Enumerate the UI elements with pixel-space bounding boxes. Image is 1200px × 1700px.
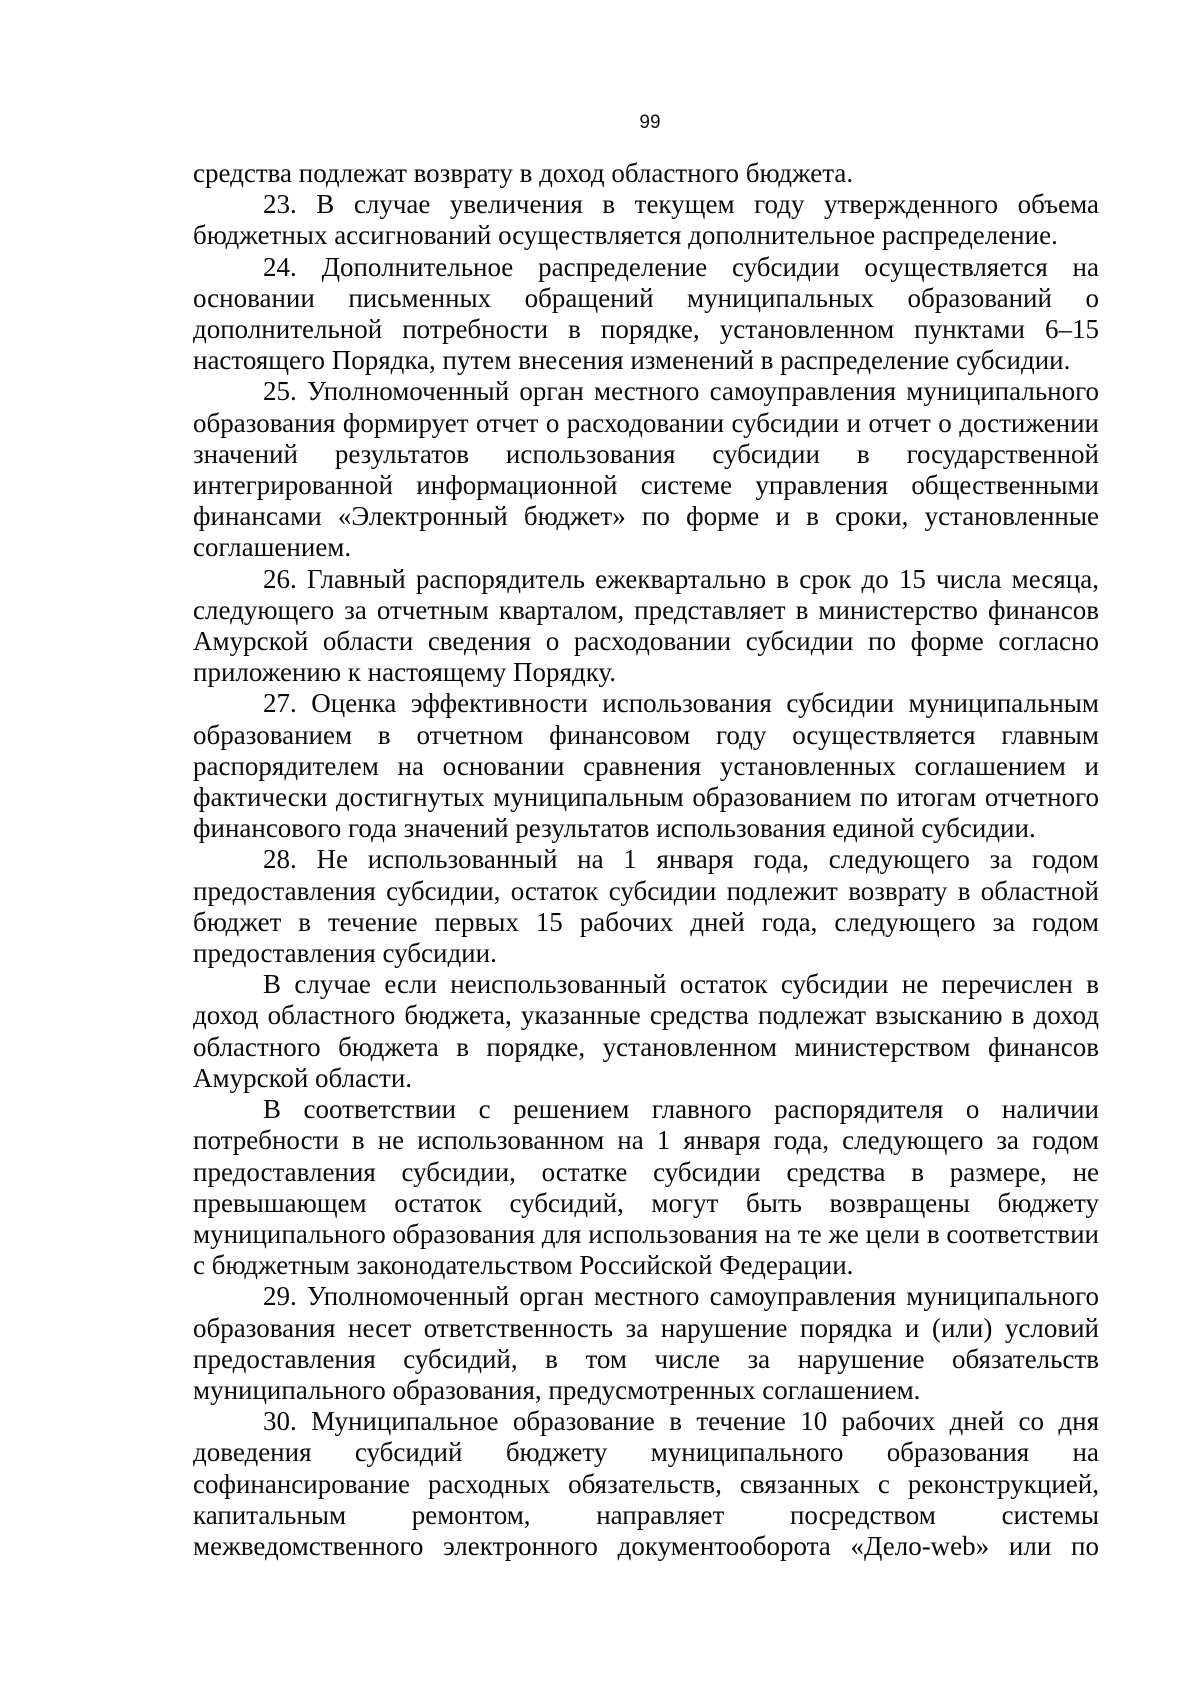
paragraph-continuation: средства подлежат возврату в доход областного бюджета. bbox=[193, 158, 854, 188]
page-number: 99 bbox=[639, 112, 661, 133]
paragraph-26: 26. Главный распорядитель ежеквартально в срок до 15 числа месяца, следующего за отчетным кварталом, представляет в министерство финансов Амурской области сведения о расходовании субсидии по форме согласно приложению к настоящему Порядку. bbox=[193, 563, 1099, 688]
paragraph-29: 29. Уполномоченный орган местного самоуправления муниципального образования несет ответственность за нарушение порядка и (или) условий предоставления субсидий, в том числе за нарушение обязательств муниципального образования, предусмотренных соглашением. bbox=[193, 1281, 1099, 1405]
paragraph-24: 24. Дополнительное распределение субсидии осуществляется на основании письменных обращений муниципальных образований о дополнительной потребности в порядке, установленном пунктами 6–15 настоящего Порядка, путем внесения изменений в распределение субсидии. bbox=[193, 251, 1099, 376]
paragraph-23: 23. В случае увеличения в текущем году утвержденного объема бюджетных ассигнований осуществляется дополнительное распределение. bbox=[193, 189, 1099, 251]
document-body bbox=[193, 158, 1099, 1562]
paragraph-25: 25. Уполномоченный орган местного самоуправления муниципального образования формирует отчет о расходовании субсидии и отчет о достижении значений результатов использования субсидии в государственной интегрированной информационной системе управления общественными финансами «Электронный бюджет» по форме и в сроки, установленные соглашением. bbox=[193, 376, 1099, 563]
paragraph-28-return-decision: В соответствии с решением главного распорядителя о наличии потребности в не использованном на 1 января года, следующего за годом предоставления субсидии, остатке субсидии средства в размере, не превышающем остаток субсидий, могут быть возвращены бюджету муниципального образования для использования на те же цели в соответствии с бюджетным законодательством Российской Федерации. bbox=[193, 1094, 1099, 1281]
paragraph-28: 28. Не использованный на 1 января года, следующего за годом предоставления субсидии, остаток субсидии подлежит возврату в областной бюджет в течение первых 15 рабочих дней года, следующего за годом предоставления субсидии. bbox=[193, 844, 1099, 969]
paragraph-27: 27. Оценка эффективности использования субсидии муниципальным образованием в отчетном финансовом году осуществляется главным распорядителем на основании сравнения установленных соглашением и фактически достигнутых муниципальным образованием по итогам отчетного финансового года значений результатов использования единой субсидии. bbox=[193, 688, 1099, 844]
paragraph-30: 30. Муниципальное образование в течение 10 рабочих дней со дня доведения субсидий бюджету муниципального образования на софинансирование расходных обязательств, связанных с реконструкцией, капитальным ремонтом, направляет посредством системы межведомственного электронного документооборота «Дело-web» или по bbox=[193, 1406, 1099, 1561]
paragraph-28-unremitted-balance: В случае если неиспользованный остаток субсидии не перечислен в доход областного бюджета, указанные средства подлежат взысканию в доход областного бюджета в порядке, установленном министерством финансов Амурской области. bbox=[193, 969, 1099, 1093]
